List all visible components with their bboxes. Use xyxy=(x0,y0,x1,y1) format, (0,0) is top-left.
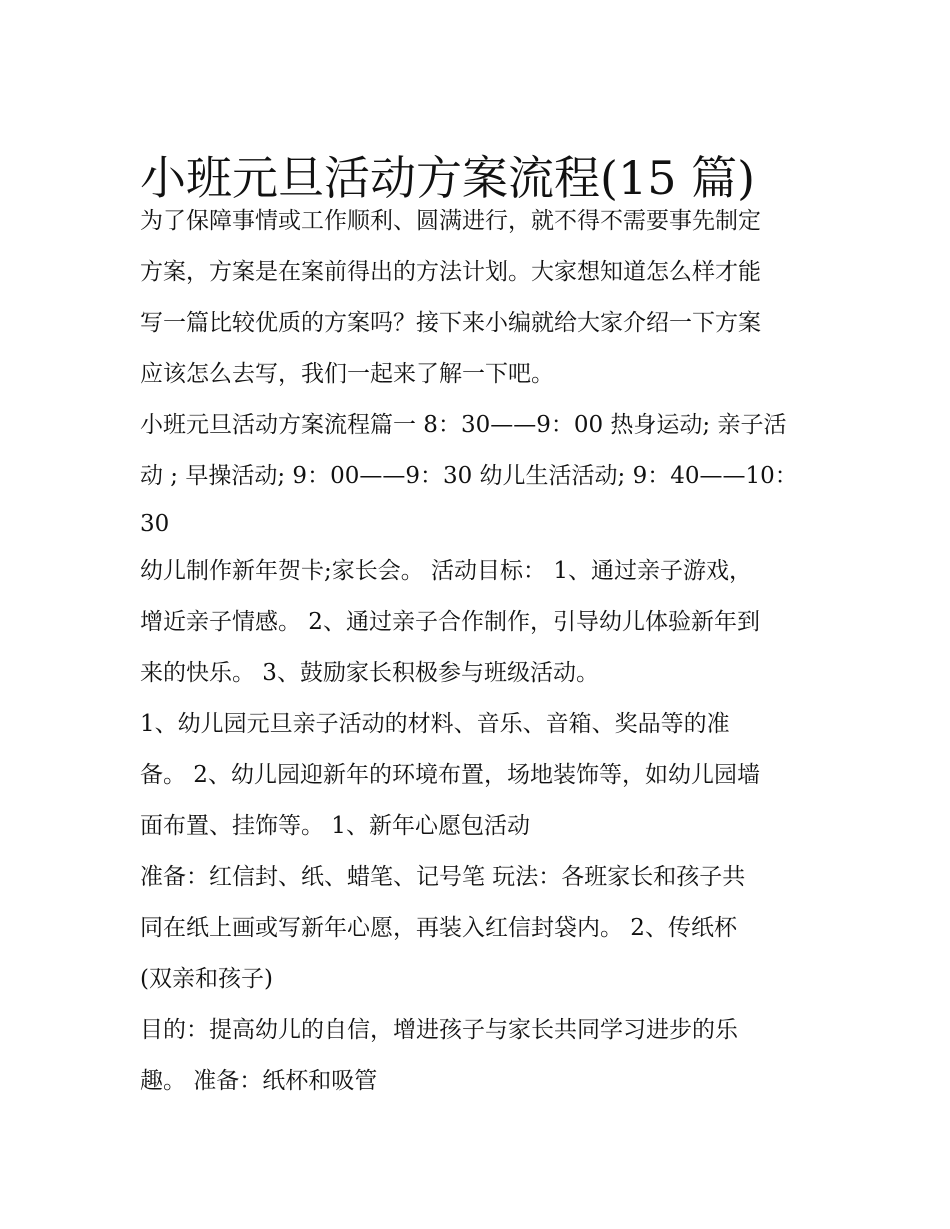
paragraph-line: 同在纸上画或写新年心愿，再装入红信封袋内。 2、传纸杯 xyxy=(140,915,737,941)
document-body xyxy=(140,196,820,1107)
paragraph-line: 趣。 准备：纸杯和吸管 xyxy=(140,1068,378,1094)
paragraph-line: 目的：提高幼儿的自信，增进孩子与家长共同学习进步的乐 xyxy=(140,1017,738,1043)
paragraph-line: 备。 2、幼儿园迎新年的环境布置，场地装饰等，如幼儿园墙 xyxy=(140,762,760,788)
paragraph-line: 来的快乐。 3、鼓励家长积极参与班级活动。 xyxy=(140,660,599,686)
document-title: 小班元旦活动方案流程(15 篇) xyxy=(140,150,756,205)
paragraph-line: 30 xyxy=(140,511,170,537)
paragraph-line: 写一篇比较优质的方案吗？接下来小编就给大家介绍一下方案 xyxy=(140,310,761,336)
paragraph-line: (双亲和孩子) xyxy=(140,966,273,992)
paragraph-line: 动 ; 早操活动; 9：00——9：30 幼儿生活活动; 9：40——10： xyxy=(140,463,798,489)
paragraph-line: 1、幼儿园元旦亲子活动的材料、音乐、音箱、奖品等的准 xyxy=(140,711,730,737)
paragraph-line: 准备：红信封、纸、蜡笔、记号笔 玩法：各班家长和孩子共 xyxy=(140,864,746,890)
paragraph-line: 幼儿制作新年贺卡;家长会。 活动目标： 1、通过亲子游戏， xyxy=(140,558,753,584)
paragraph-line: 小班元旦活动方案流程篇一 8：30——9：00 热身运动; 亲子活 xyxy=(140,412,787,438)
paragraph-line: 增近亲子情感。 2、通过亲子合作制作，引导幼儿体验新年到 xyxy=(140,609,760,635)
paragraph-line: 方案，方案是在案前得出的方法计划。大家想知道怎么样才能 xyxy=(140,259,761,285)
paragraph-line: 面布置、挂饰等。 1、新年心愿包活动 xyxy=(140,813,530,839)
paragraph-line: 应该怎么去写，我们一起来了解一下吧。 xyxy=(140,361,554,387)
paragraph-line: 为了保障事情或工作顺利、圆满进行，就不得不需要事先制定 xyxy=(140,208,761,234)
